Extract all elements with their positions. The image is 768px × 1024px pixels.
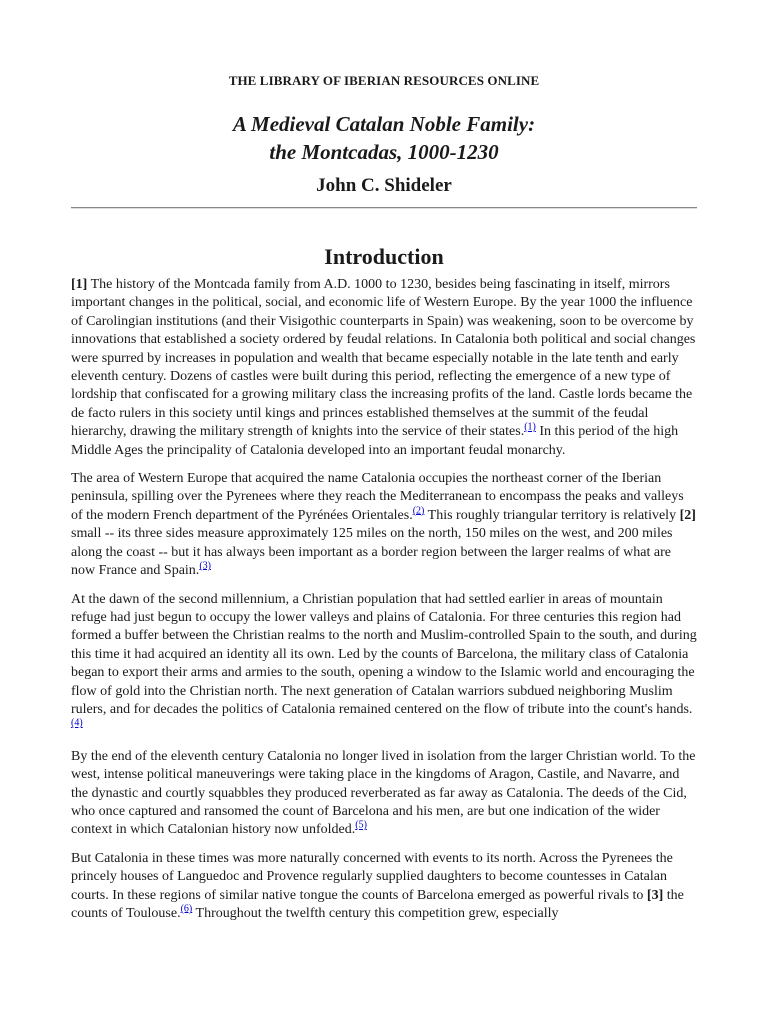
site-title: THE LIBRARY OF IBERIAN RESOURCES ONLINE (228, 73, 540, 88)
paragraph-text: Throughout the twelfth century this competition grew, especially (192, 906, 559, 921)
paragraph-3 (71, 591, 697, 738)
footnote-link-6[interactable]: (6) (180, 903, 193, 915)
page-marker: [1] (71, 277, 88, 292)
paragraph-text: This roughly triangular territory is relatively (424, 507, 680, 523)
author-name: John C. Shideler (316, 175, 452, 196)
book-title-line-1: A Medieval Catalan Noble Family: (232, 112, 536, 136)
paragraph-2 (71, 470, 697, 580)
paragraph-text: small -- its three sides measure approximately 125 miles on the north, 150 miles on the west, and 200 miles along the coast -- but it has always been important as a border region between the larger realms of what are now France and Spain. (71, 526, 673, 579)
footnote-link-1[interactable]: (1) (524, 421, 536, 433)
body-text (71, 276, 697, 933)
footnote-link-3[interactable]: (3) (199, 560, 211, 572)
footnote-link-5[interactable]: (5) (355, 819, 367, 831)
paragraph-text: The area of Western Europe that acquired the name Catalonia occupies the northeast corner of the Iberian peninsula, spilling over the Pyrenees where they reach the Mediterranean to encompass the peaks and valleys of the modern French department of the Pyrénées Orientales. (71, 471, 684, 523)
paragraph-4 (71, 748, 697, 840)
paragraph-5 (71, 850, 697, 924)
page-marker: [2] (679, 507, 696, 523)
footnote-link-2[interactable]: (2) (412, 505, 425, 517)
section-heading: Introduction (324, 244, 444, 269)
footnote-link-4[interactable]: (4) (71, 717, 83, 729)
paragraph-text: The history of the Montcada family from A.D. 1000 to 1230, besides being fascinating in itself, mirrors important changes in the political, social, and economic life of Western Europe. By the year 1000 the influence of Carolingian institutions (and their Visigothic counterparts in Spain) was weakening, soon to be overcome by innovations that established a society ordered by feudal relations. In Catalonia both political and social changes were spurred by increases in population and wealth that became especially notable in the late tenth and early eleventh century. Dozens of castles were built during this period, reflecting the emergence of a new type of lordship that confiscated for a growing military class the increasing profits of the land. Castle lords became the de facto rulers in this society until kings and princes established themselves at the summit of the feudal hierarchy, drawing the military strength of knights into the service of their states. (71, 277, 696, 440)
paragraph-text: At the dawn of the second millennium, a Christian population that had settled earlier in areas of mountain refuge had just begun to occupy the lower valleys and plains of Catalonia. For three centuries this region had formed a buffer between the Christian realms to the north and Muslim-controlled Spain to the south, and during this time it had acquired an identity all its own. Led by the counts of Barcelona, the military class of Catalonia began to export their arms and armies to the south, opening a window to the Islamic world and encouraging the flow of gold into the Christian north. The next generation of Catalan warriors subdued neighboring Muslim rulers, and for decades the politics of Catalonia remained centered on the flow of tribute into the count's hands. (71, 591, 697, 717)
page-marker: [3] (646, 887, 664, 903)
paragraph-text: In this period of the high Middle Ages the principality of Catalonia developed into an important feudal monarchy. (71, 424, 679, 458)
book-title (0, 110, 768, 166)
paragraph-text: But Catalonia in these times was more naturally concerned with events to its north. Across the Pyrenees the princely houses of Languedoc and Provence regularly supplied daughters to become countesses in Catalan courts. In these regions of similar native tongue the counts of Barcelona emerged as powerful rivals to (71, 850, 673, 903)
horizontal-rule (71, 207, 697, 209)
paragraph-text: the counts of Toulouse. (71, 887, 684, 921)
paragraph-text: By the end of the eleventh century Catalonia no longer lived in isolation from the larger Christian world. To the west, intense political maneuverings were taking place in the kingdoms of Aragon, Castile, and Navarre, and the dynastic and courtly squabbles they produced reverberated as far away as Catalonia. The deeds of the Cid, who once captured and ransomed the count of Barcelona and his men, are but one indication of the wider context in which Catalonian history now unfolded. (71, 748, 696, 838)
paragraph-1 (71, 276, 697, 460)
book-title-line-2: the Montcadas, 1000-1230 (269, 140, 499, 164)
